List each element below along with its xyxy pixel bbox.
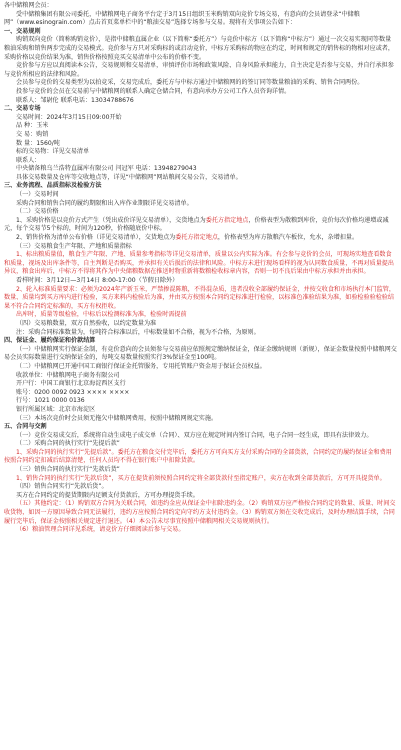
viewing-time: 看样时间：3月12日—3月14日 8:00-17:00（节假日除外） [16, 277, 179, 284]
greeting: 各中储粮网会员： [4, 2, 53, 9]
trade-contact-label: 联系人： [16, 156, 41, 164]
bank-region: 银行所属区域：北京市海淀区 [16, 405, 96, 413]
contact-line: 联系人：邹尉伦 联系电话：13034788676 [16, 96, 134, 104]
section-3-1-heading: （一）交易时间 [16, 191, 59, 199]
deposit-para-2: （二）中储粮网已开通中国工商银行保证金托管服务，专用托管账户资金用于保证会员权益。 [16, 362, 266, 370]
other-terms-note: （6）粮油管理合同详见系统，请竞价方仔细阅读后参与交易。 [16, 526, 185, 534]
trade-time: 交易时间：2024年3月15日09:00开始 [16, 113, 122, 121]
section-5-heading: 五、合同与交割 [4, 423, 47, 431]
account-bank: 开户行：中国工商银行北京海淀西区支行 [16, 380, 126, 388]
quality-para-2: 2、轮入标准质量要求：必须为2024年产新玉米，严禁掺混陈粮，不得混杂质，违者没收全部履约保证金，并按交收食和市场执行本门监管，数量、质量均到买方库内进行检验，买方来料内检验后为准，并由买方按照本合同约定标准进行检验，以标准色准验结果为准，如验检验验检验结果不符合合同约定标准的，买方有权拒收。 [4, 285, 395, 310]
sale-price-text-b: ，价格表型为库方散粮汽车板位，允水，杂增扣量。 [217, 234, 359, 242]
contract-2-para: 1、采购合同的执行实行“先提后款”。委托方在粮食交付完毕后，委托方方可向买方支付采购合同的全部货款，合同约定的履约保证金和费用按照合同约定扣减后结算清楚，任何人员均不得在银行账户中扣除货款。 [4, 448, 392, 465]
trade-detail: 具体交易数量及仓库等交收地点等，详见“中储粮网”网站粮间交易公告，交易清单。 [16, 173, 242, 181]
trade-list: 标的交易物：详见交易清单 [16, 148, 90, 156]
contract-para-1: （一）竞价交易成交后，系统将自动生成电子成交单（合同）、双方应在规定时间内签订合同，电子合同一经生成，即具有法律效力。 [16, 431, 373, 439]
section-1-heading: 一、交易规则 [4, 27, 41, 35]
contract-4-para: 买方在合同约定的提货期限内足额支付货款后，方可办理提货手续。 [16, 491, 199, 499]
account-number: 账号：0200 0092 0923 ×××× ×××× [16, 388, 130, 396]
contract-3-para: 1、销售合同的执行实行“先款后货”，买方在提货前须按照合同约定将全部货款付至指定账户，卖方在收到全部货款后，方可开具提货单。 [16, 474, 386, 482]
deposit-para-3: （三）本场次竞价时会员须无拖欠中储粮网费用，按照中储粮网规定实施。 [16, 414, 218, 422]
purchase-price-text-b: ，价格表型为散粮到库价，竞价每次价格均递增或减元，每个交易节5个标的，时间为120秒，价格随底价中标。 [4, 216, 389, 233]
section-3-3-heading: （三）交易粮食生产年限、产地和质量指标 [16, 242, 132, 250]
purchase-price-location: 委托方指定地点 [205, 216, 249, 224]
other-terms-para: （五）其他约定：（1）购销双方合同为关联合同，如违约金应从保证金中扣除违约金。（2）购销双方应严格按合同约定的数量、质量、时间交收货物，如因一方原因导致合同无法履行，违约方应按照合同约定向守约方支付违约金。（3）购销双方须在交收完成后，及时办理结算手续，合同履行完毕后，保证金按照相关规定进行退还。（4）本公告未尽事宜按照中储粮网相关交易规则执行。 [4, 500, 396, 525]
intro-paragraph: 受中储粮集团有限公司委托，中储粮网电子商务平台定于3月15日组织玉米购销双向竞价专场交易，有意向的会员请登录“中储粮网”（www.esinograin.com）点击首页菜单栏中的“粮油交易”选择专场参与交易。现将有关事项公告如下： [4, 10, 360, 27]
section-3-4-para: 注：采购合同标准数量为，每吨符合标准以后，中标数量如不合格，视为不合格，为原则。 [16, 328, 260, 336]
sale-price-para [4, 234, 397, 243]
section-3-2-heading: （二）交易价格 [16, 208, 59, 216]
section-3-heading: 三、业务流程、品质指标及检验方法 [4, 182, 102, 190]
account-name: 收款单位：中储粮网电子商务有限公司 [16, 371, 120, 379]
trade-quantity: 数 量：1560/吨 [16, 139, 60, 147]
contract-4-heading: （四）销售合同实行“先款后货”。 [16, 483, 108, 491]
section-1-para-4: 投参与竞价的会员在交易前与中储粮网的联系人确定仓储合同，有意向承办方公司工作人员咨询详情。 [16, 87, 291, 95]
section-4-heading: 四、保证金、履约保证和价款结算 [4, 337, 96, 345]
sale-price-location: 委托方指定地点 [175, 234, 218, 242]
quality-para-3: 出库时，质量等级检验，中标后以检测标准为准，检验时需提前 [16, 311, 187, 319]
section-1-para-3: 会员参与竞价的交易类型为以拍竞采，交易完成后，委托方与中标方通过中储粮网的的签订同等数量粮油的采购、销售合同两份。 [16, 79, 364, 87]
deposit-para-1: （一）中储粮网实行保证金制，有竞价意向的会员须参与交易前应依照规定缴纳保证金，保证金缴纳规则（新规），保证金数量按照中储粮网交易会员实际数量进行交纳保证金的，每吨交易数量按照实行3%保证金至100吨。 [4, 345, 397, 362]
section-2-heading: 二、交易专场 [4, 105, 41, 113]
purchase-price-text-a: 1、采购价格是以竞价方式产生（凭出成价详见交易清单），交货地点为 [16, 216, 206, 224]
purchase-price-para [4, 217, 397, 234]
sale-price-text-a: 2、销售价格为清单公布价格（详见交易清单），交货地点为 [16, 234, 176, 242]
trade-contact-line: 中央储备粮乌兰浩特直属库有限公司 闫冠军 电话：13948279043 [16, 165, 197, 173]
bank-code: 行号：1021 0000 0136 [16, 397, 85, 405]
section-1-para-2: 竞价参与方应以真阅读本公告，交易规则和交易清单，审慎评价市场和政策风险、自身风险承担能力，自主决定是否参与交易，并自行承担参与竞价所相应的法律和风险。 [4, 62, 394, 78]
contract-2-heading: （二）采购合同的执行实行“先提后款” [16, 440, 120, 448]
section-3-4-heading: （四）交易粮数量，双方自然验收，以约定数量为准 [16, 319, 157, 327]
section-3-1-para: 采购合同和销售合同的履约期限和出入库作业期限详见交易清单。 [16, 199, 193, 207]
trade-variety: 品 种：玉米 [16, 122, 49, 130]
quality-para-1: 1、标出粮质量值，粮食生产年限、产地、质量参考指标等详见交易清单，质量以公内实际为准。有会参与竞价的会员，可现场实地查看数食和质量，视场及出库条件等，自主判断是否购买，并承担有关后损后的法律和风险。中标方未进行现场看样的视为认同数食质量，不再对质量提出异议，粮食出库后，中标方不得将其作为中央储粮数据在推送时物重新将数粮检收标章内容，否则一切不良后果由中标方承担并由承担。 [4, 251, 394, 276]
trade-mode: 交 易：购销 [16, 130, 49, 138]
section-1-para-1: 购销双向竞价（简称购销竞价），是指中储粮直属企业（以下简称“委托方”）与竞价中标方（以下简称“中标方”）通过一次交易实现同等数量粮油采购和销售两步完成的交易模式。竞价参与方只对采购标的或启动竞价，中标方采购标的物应在约定，时间和规定的销售标的物相对应或者，采购价格以竞价结果为准，销售价格按照竞买交易清单中公布的价格不变。 [4, 36, 394, 61]
contract-3-heading: （三）销售合同的执行实行“先款后货” [16, 466, 120, 474]
